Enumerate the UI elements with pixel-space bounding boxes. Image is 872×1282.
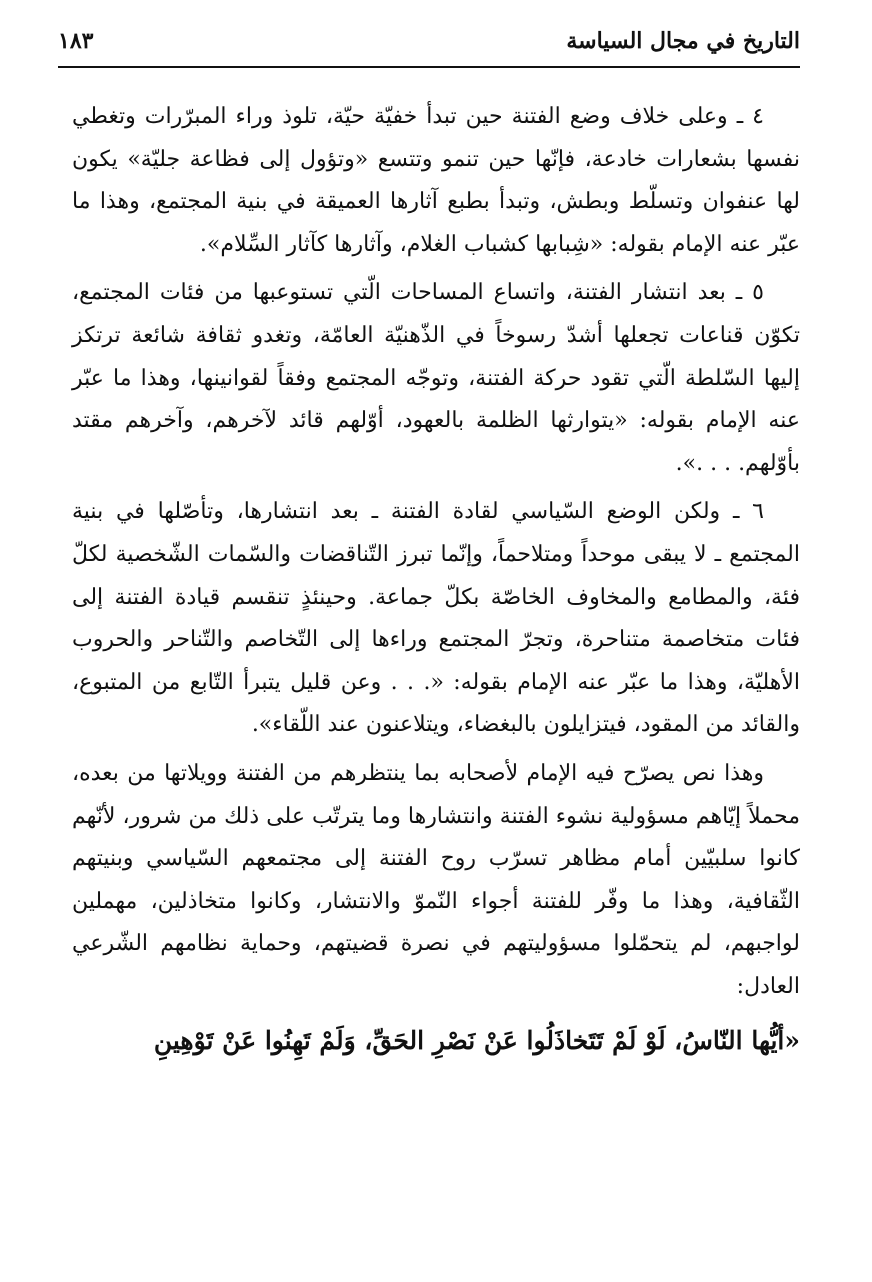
paragraph-6: ٦ ـ ولكن الوضع السّياسي لقادة الفتنة ـ بعد انتشارها، وتأصّلها في بنية المجتمع ـ لا يبقى موحداً ومتلاحماً، وإنّما تبرز التّناقضات والسّمات الشّخصية لكلّ فئة، والمطامع والمخاوف الخاصّة بكلّ جماعة. وحينئذٍ تنقسم قيادة الفتنة إلى فئات متخاصمة متناحرة، وتجرّ المجتمع وراءها إلى التّخاصم والتّناحر والحروب الأهليّة، وهذا ما عبّر عنه الإمام بقوله: «. . . وعن قليل يتبرأ التّابع من المتبوع، والقائد من المقود، فيتزايلون بالبغضاء، ويتلاعنون عند اللّقاء».	[72, 499, 800, 738]
page-header	[58, 22, 800, 66]
body-text	[72, 96, 800, 1064]
page-number: ١٨٣	[58, 28, 94, 54]
paragraph-5: ٥ ـ بعد انتشار الفتنة، واتساع المساحات الّتي تستوعبها من فئات المجتمع، تكوّن قناعات تجعلها أشدّ رسوخاً في الذّهنيّة العامّة، وتغدو ثقافة شائعة ترتكز إليها السّلطة الّتي تقود حركة الفتنة، وتوجّه المجتمع وفقاً لقوانينها، وهذا ما عبّر عنه الإمام بقوله: «يتوارثها الظلمة بالعهود، أوّلهم قائد لآخرهم، وآخرهم مقتد بأوّلهم. . . .».	[72, 280, 801, 476]
paragraph-commentary: وهذا نص يصرّح فيه الإمام لأصحابه بما ينتظرهم من الفتنة وويلاتها من بعده، محملاً إيّاهم مسؤولية نشوء الفتنة وانتشارها وما يترتّب على ذلك من شرور، لأنّهم كانوا سلبيّين أمام مظاهر تسرّب روح الفتنة إلى مجتمعهم السّياسي وبنيتهم الثّقافية، وهذا ما وفّر للفتنة أجواء النّموّ والانتشار، وكانوا متخاذلين، مهملين لواجبهم، لم يتحمّلوا مسؤوليتهم في نصرة قضيتهم، وحماية نظامهم الشّرعي العادل:	[72, 760, 800, 999]
running-title: التاريخ في مجال السياسة	[566, 28, 800, 54]
header-rule	[58, 66, 800, 68]
paragraph-4: ٤ ـ وعلى خلاف وضع الفتنة حين تبدأ خفيّة حيّة، تلوذ وراء المبرّرات وتغطي نفسها بشعارات خادعة، فإنّها حين تنمو وتتسع «وتؤول إلى فظاعة جليّة» يكون لها عنفوان وتسلّط وبطش، وتبدأ بطبع آثارها العميقة في بنية المجتمع، وهذا ما عبّر عنه الإمام بقوله: «شِبابها كشباب الغلام، وآثارها كآثار السِّلام».	[72, 104, 800, 257]
quotation: «أيُّها النّاسُ، لَوْ لَمْ تَتَخاذَلُوا عَنْ نَصْرِ الحَقِّ، وَلَمْ تَهِنُوا عَنْ تَوْهِينِ	[153, 1026, 800, 1056]
